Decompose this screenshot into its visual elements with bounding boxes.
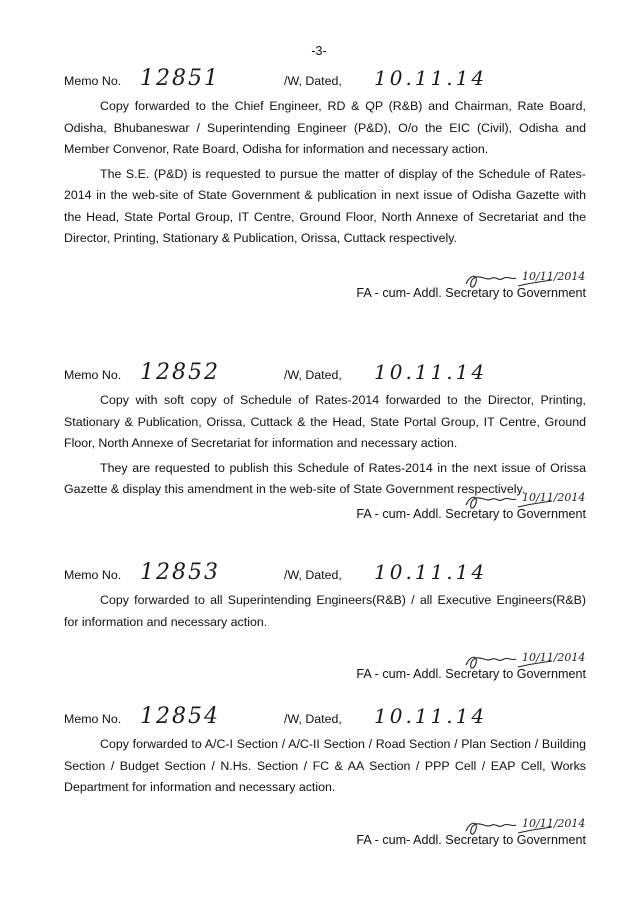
- signature-date: 10/11/2014: [522, 490, 586, 504]
- memo-paragraph: The S.E. (P&D) is requested to pursue the matter of display of the Schedule of Rates-2014 in the web-site of State Government & publication in next issue of Odisha Gazette with the Head, State Portal Group, IT Centre, Ground Floor, North Annexe of Secretariat and the Director, Printing, Stationary & Publication, Orissa, Cuttack respectively.: [64, 166, 586, 245]
- date-handwritten: 10.11.14: [374, 704, 488, 728]
- memo-12852: [64, 362, 586, 533]
- memo-12853: [64, 562, 586, 693]
- memo-paragraph: Copy forwarded to A/C-I Section / A/C-II Section / Road Section / Plan Section / Building Section / Budget Section / N.Hs. Section / FC & AA Section / PPP Cell / EAP Cell, Works Department for information and necessary action.: [64, 737, 586, 794]
- signature-block: [64, 813, 586, 859]
- dated-label: /W, Dated,: [284, 74, 342, 88]
- memo-number-handwritten: 12853: [140, 560, 220, 585]
- memo-label: Memo No.: [64, 568, 122, 582]
- signature-date: 10/11/2014: [522, 816, 586, 830]
- dated-label: /W, Dated,: [284, 368, 342, 382]
- signature-date: 10/11/2014: [522, 269, 586, 283]
- signature-date: 10/11/2014: [522, 651, 586, 664]
- dated-label: /W, Dated,: [284, 568, 342, 582]
- memo-paragraph: They are requested to publish this Schedule of Rates-2014 in the next issue of Orissa Gazette & display this amendment in the web-site of State Government respectively.: [64, 460, 586, 496]
- designation: FA - cum- Addl. Secretary to Government: [356, 667, 586, 681]
- memo-paragraph: Copy with soft copy of Schedule of Rates-2014 forwarded to the Director, Printing, Stationary & Publication, Orissa, Cuttack & the Head, State Portal Group, IT Centre, Ground Floor, North Annexe of Secretariat for information and necessary action.: [64, 393, 586, 450]
- memo-label: Memo No.: [64, 74, 122, 88]
- memo-paragraph: Copy forwarded to all Superintending Engineers(R&B) / all Executive Engineers(R&B) for information and necessary action.: [64, 593, 586, 629]
- memo-header: [64, 362, 586, 386]
- memo-header: [64, 706, 586, 730]
- signature-block: [64, 647, 586, 693]
- memo-label: Memo No.: [64, 368, 122, 382]
- designation: FA - cum- Addl. Secretary to Government: [356, 506, 586, 521]
- memo-number-handwritten: 12854: [140, 704, 220, 729]
- date-handwritten: 10.11.14: [374, 560, 488, 584]
- dated-label: /W, Dated,: [284, 712, 342, 726]
- memo-header: [64, 68, 586, 92]
- date-handwritten: 10.11.14: [374, 66, 488, 90]
- signature-block: [64, 487, 586, 533]
- date-handwritten: 10.11.14: [374, 360, 488, 384]
- memo-12854: [64, 706, 586, 859]
- memo-paragraph: Copy forwarded to the Chief Engineer, RD & QP (R&B) and Chairman, Rate Board, Odisha, Bhubaneswar / Superintending Engineer (P&D), O/o the EIC (Civil), Odisha and Member Convenor, Rate Board, Odisha for information and necessary action.: [64, 99, 586, 156]
- designation: FA - cum- Addl. Secretary to Government: [356, 832, 586, 847]
- designation: FA - cum- Addl. Secretary to Government: [356, 285, 586, 300]
- memo-header: [64, 562, 586, 586]
- memo-number-handwritten: 12851: [140, 66, 220, 91]
- page-number: -3-: [311, 44, 327, 58]
- memo-number-handwritten: 12852: [140, 360, 220, 385]
- memo-label: Memo No.: [64, 712, 122, 726]
- memo-12851: [64, 68, 586, 312]
- signature-block: [64, 266, 586, 312]
